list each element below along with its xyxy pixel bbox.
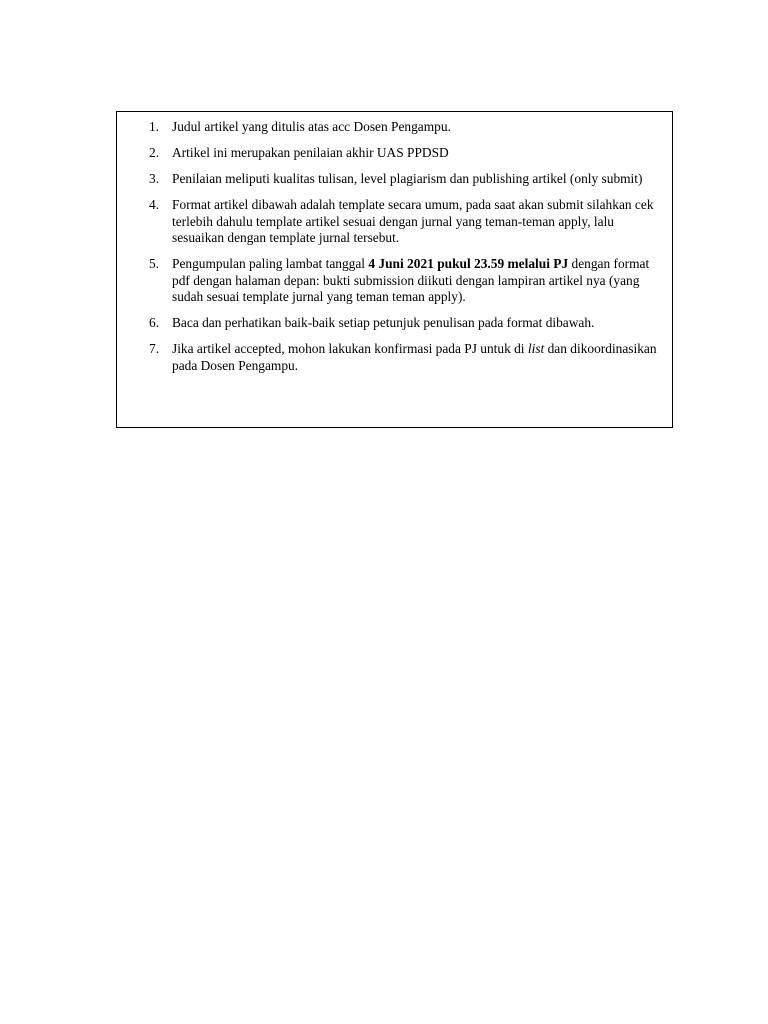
list-item-text-end: dengan format pdf dengan halaman depan: bukti submission diikuti dengan lampiran artikel nya (yang sudah sesuai template jurnal yang teman teman apply). bbox=[172, 256, 650, 304]
list-item bbox=[117, 145, 672, 162]
list-item-text: Baca dan perhatikan baik-baik setiap petunjuk penulisan pada format dibawah. bbox=[172, 315, 595, 330]
list-item bbox=[117, 171, 672, 188]
list-item-text bbox=[172, 256, 649, 304]
list-item-text: Judul artikel yang ditulis atas acc Dosen Pengampu. bbox=[172, 119, 451, 134]
list-item-number: 6. bbox=[149, 315, 160, 330]
instructions-list bbox=[117, 119, 672, 384]
list-item bbox=[117, 341, 672, 374]
list-item-text bbox=[172, 341, 657, 373]
list-item-number: 7. bbox=[149, 341, 160, 356]
list-item bbox=[117, 119, 672, 136]
list-emphasis: list bbox=[527, 341, 545, 356]
list-item bbox=[117, 197, 672, 247]
list-item-text: Penilaian meliputi kualitas tulisan, level plagiarism dan publishing artikel (only submit) bbox=[172, 171, 643, 186]
list-item bbox=[117, 315, 672, 332]
deadline-emphasis: 4 Juni 2021 pukul 23.59 melalui PJ bbox=[368, 256, 569, 271]
instructions-box bbox=[116, 111, 673, 428]
list-item-number: 2. bbox=[149, 145, 160, 160]
list-item-text-start: Jika artikel accepted, mohon lakukan konfirmasi pada PJ untuk di bbox=[172, 341, 528, 356]
list-item-text-start: Pengumpulan paling lambat tanggal bbox=[172, 256, 369, 271]
list-item-number: 4. bbox=[149, 197, 160, 212]
list-item bbox=[117, 256, 672, 306]
list-item-text: Format artikel dibawah adalah template secara umum, pada saat akan submit silahkan cek terlebih dahulu template artikel sesuai dengan jurnal yang teman-teman apply, lalu sesuaikan dengan template jurnal tersebut. bbox=[172, 197, 654, 245]
list-item-text-end: dan dikoordinasikan pada Dosen Pengampu. bbox=[172, 341, 657, 373]
list-item-number: 3. bbox=[149, 171, 160, 186]
list-item-number: 5. bbox=[149, 256, 160, 271]
list-item-text: Artikel ini merupakan penilaian akhir UAS PPDSD bbox=[172, 145, 449, 160]
list-item-number: 1. bbox=[149, 119, 160, 134]
